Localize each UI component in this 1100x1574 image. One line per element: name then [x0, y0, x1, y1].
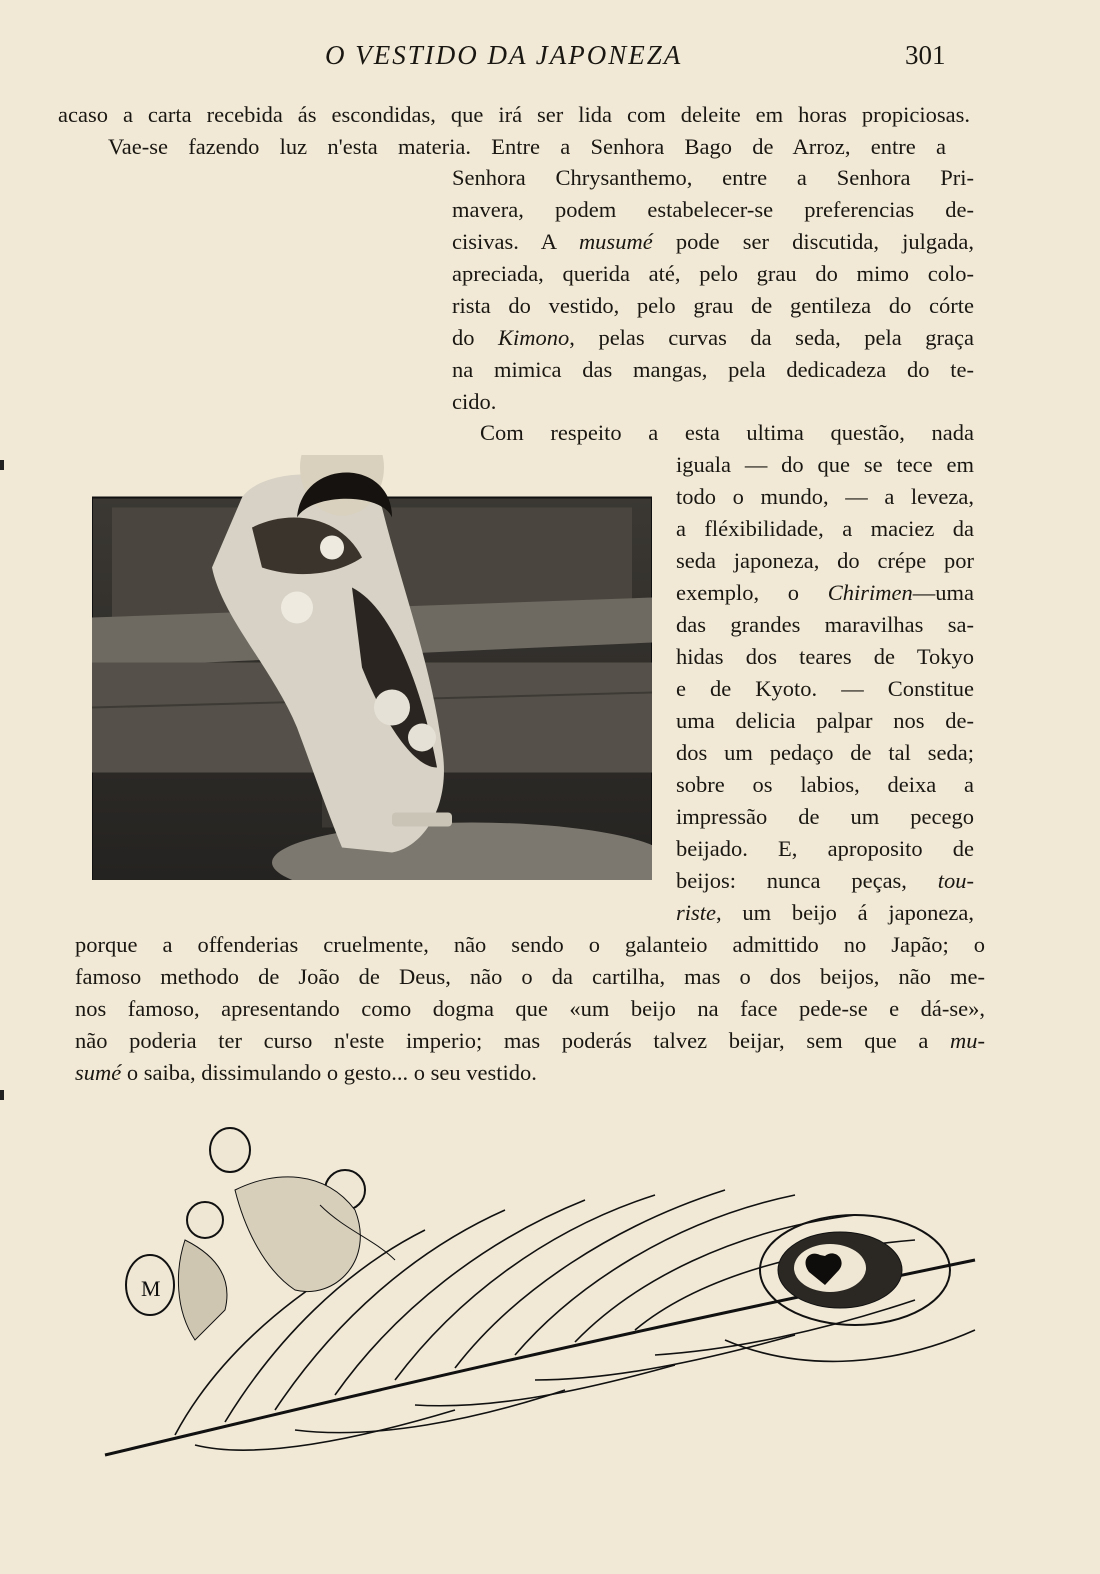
- lantern-m: [126, 1255, 174, 1315]
- text-line: mavera, podem estabelecer-se preferencias de-: [452, 197, 974, 222]
- text-line: não poderia ter curso n'este imperio; mas poderás talvez beijar, sem que a mu-: [75, 1028, 985, 1053]
- text-line: famoso methodo de João de Deus, não o da cartilha, mas o dos beijos, não me-: [75, 964, 985, 989]
- text-line: iguala — do que se tece em: [676, 452, 974, 477]
- running-header: [0, 40, 1100, 80]
- italic-word: tou-: [937, 868, 974, 893]
- text-line: cido.: [452, 389, 497, 414]
- text-line: beijado. E, aproposito de: [676, 836, 974, 861]
- chapter-title: O VESTIDO DA JAPONEZA: [325, 40, 683, 70]
- text-line: exemplo, o Chirimen—uma: [676, 580, 974, 605]
- text-line: na mimica das mangas, pela dedicadeza do te-: [452, 357, 974, 382]
- text-line: acaso a carta recebida ás escondidas, que irá ser lida com deleite em horas propiciosas.: [58, 102, 970, 127]
- peacock-feather-illustration: [95, 1110, 995, 1490]
- text-line: beijos: nunca peças, tou-: [676, 868, 974, 893]
- lantern-letter: M: [141, 1276, 161, 1301]
- text-line: todo o mundo, — a leveza,: [676, 484, 974, 509]
- italic-word: musumé: [578, 229, 653, 254]
- italic-word: mu-: [950, 1028, 985, 1053]
- text-line: Com respeito a esta ultima questão, nada: [480, 420, 974, 445]
- page-edge-mark: [0, 1090, 4, 1100]
- page-number: 301: [905, 40, 946, 70]
- italic-word: riste: [676, 900, 717, 925]
- text-line: dos um pedaço de tal seda;: [676, 740, 974, 765]
- text-line: hidas dos teares de Tokyo: [676, 644, 974, 669]
- italic-word: Chirimen: [827, 580, 913, 605]
- text-line: apreciada, querida até, pelo grau do mimo colo-: [452, 261, 974, 286]
- text-line: riste, um beijo á japoneza,: [676, 900, 974, 925]
- text-line: porque a offenderias cruelmente, não sendo o galanteio admittido no Japão; o: [75, 932, 985, 957]
- text-line: das grandes maravilhas sa-: [676, 612, 974, 637]
- text-line: do Kimono, pelas curvas da seda, pela graça: [452, 325, 974, 350]
- text-line: sobre os labios, deixa a: [676, 772, 974, 797]
- text-line: impressão de um pecego: [676, 804, 974, 829]
- text-line: Vae-se fazendo luz n'esta materia. Entre a Senhora Bago de Arroz, entre a: [108, 134, 946, 159]
- text-line: uma delicia palpar nos de-: [676, 708, 974, 733]
- text-line: e de Kyoto. — Constitue: [676, 676, 974, 701]
- text-line: sumé o saiba, dissimulando o gesto... o seu vestido.: [75, 1060, 537, 1085]
- text-line: Senhora Chrysanthemo, entre a Senhora Pri-: [452, 165, 974, 190]
- page-edge-mark: [0, 460, 4, 470]
- italic-word: Kimono: [498, 325, 570, 350]
- kimono-woman-photograph: [92, 455, 652, 880]
- text-line: a fléxibilidade, a maciez da: [676, 516, 974, 541]
- text-line: seda japoneza, do crépe por: [676, 548, 974, 573]
- text-line: rista do vestido, pelo grau de gentileza do córte: [452, 293, 974, 318]
- text-line: cisivas. A musumé pode ser discutida, julgada,: [452, 229, 974, 254]
- text-line: nos famoso, apresentando como dogma que «um beijo na face pede-se e dá-se»,: [75, 996, 985, 1021]
- italic-word: sumé: [75, 1060, 122, 1085]
